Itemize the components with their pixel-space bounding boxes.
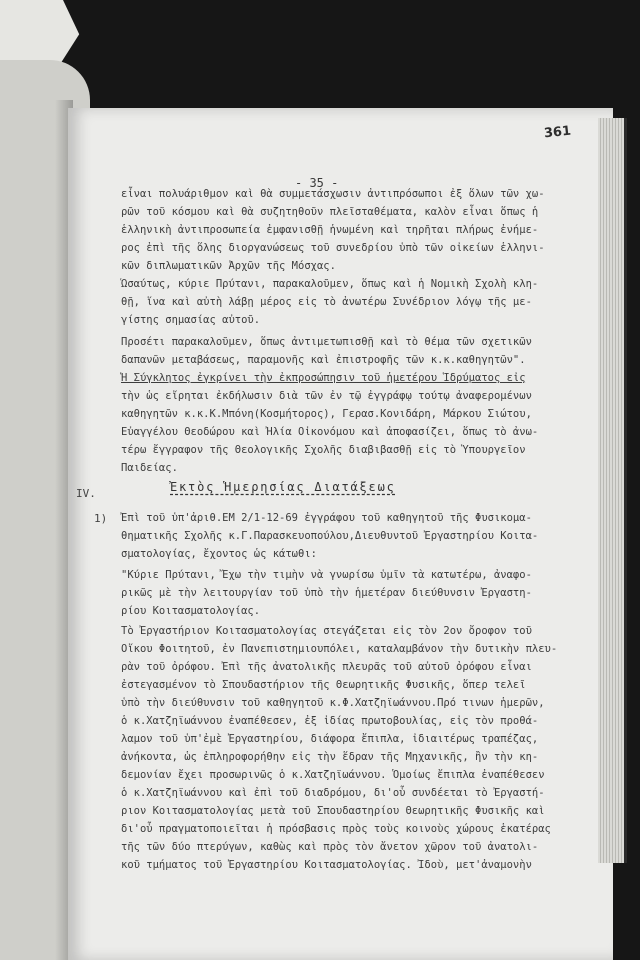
- text-line: Παιδείας.: [121, 462, 178, 474]
- text-line: ρικῶς μὲ τὴν λειτουργίαν τοῦ ὑπὸ τὴν ἡμετέραν διεύθυνσιν Ἐργαστη-: [121, 587, 532, 599]
- text-line: γίστης σημασίας αὐτοῦ.: [121, 314, 261, 326]
- item-number: 1): [94, 512, 108, 525]
- text-line: δεμονίαν ἔχει προσωρινῶς ὁ κ.Χατζηϊωάννου. Ὁμοίως ἔπιπλα ἐναπέθεσεν: [121, 769, 545, 781]
- section-heading: Ἐκτὸς Ἡμερησίας Διατάξεως: [170, 480, 396, 494]
- text-line: τέρω ἔγγραφον τῆς Θεολογικῆς Σχολῆς διαβιβασθῇ εἰς τὸ Ὑπουργεῖον: [121, 444, 526, 456]
- text-line: κοῦ τμήματος τοῦ Ἐργαστηρίου Κοιτασματολογίας. Ἰδοὺ, μετ'ἀναμονὴν: [121, 859, 532, 871]
- text-line: ἀνήκοντα, ὡς ἐπληροφορήθην εἰς τὴν ἕδραν τῆς Μηχανικῆς, ἢν τὴν κη-: [121, 751, 539, 763]
- text-line: Οἴκου Φοιτητοῦ, ἐν Πανεπιστημιουπόλει, καταλαμβάνον τὴν δυτικὴν πλευ-: [121, 643, 558, 655]
- text-line: ριον Κοιτασματολογίας μετὰ τοῦ Σπουδαστηρίου Θεωρητικῆς Φυσικῆς καὶ: [121, 805, 545, 817]
- text-line: ὑπὸ τὴν διεύθυνσιν τοῦ καθηγητοῦ κ.Φ.Χατζηϊωάννου.Πρό τινων ἡμερῶν,: [121, 697, 545, 709]
- text-line: Ὡσαύτως, κύριε Πρύτανι, παρακαλοῦμεν, ὅπως καὶ ἡ Νομικὴ Σχολὴ κλη-: [121, 278, 539, 290]
- text-line: καθηγητῶν κ.κ.Κ.Μπόνη(Κοσμήτορος), Γερασ.Κονιδάρη, Μάρκου Σιώτου,: [121, 408, 532, 420]
- text-line: κῶν διπλωματικῶν Ἀρχῶν τῆς Μόσχας.: [121, 260, 336, 272]
- page-number: - 35 -: [295, 176, 339, 190]
- text-line: Εὐαγγέλου Θεοδώρου καὶ Ἠλία Οἰκονόμου καὶ ἀποφασίζει, ὅπως τὸ ἀνω-: [121, 426, 539, 438]
- text-line: ρὰν τοῦ ὀρόφου. Ἐπὶ τῆς ἀνατολικῆς πλευρᾶς τοῦ αὐτοῦ ὀρόφου εἶναι: [121, 661, 532, 673]
- section-number: IV.: [76, 487, 96, 500]
- handwritten-folio-number: 361: [543, 123, 572, 142]
- text-line: ἐστεγασμένον τὸ Σπουδαστήριον τῆς Θεωρητικῆς Φυσικῆς, ὅπερ τελεῖ: [121, 679, 526, 691]
- text-line: ρος ἐπὶ τῆς ὅλης διοργανώσεως τοῦ συνεδρίου ὑπὸ τῶν οἰκείων ἑλληνι-: [121, 242, 545, 254]
- text-line: ὁ κ.Χατζηϊωάννου ἐναπέθεσεν, ἐξ ἰδίας πρωτοβουλίας, εἰς τὸν προθά-: [121, 715, 539, 727]
- text-line: τῆς τῶν δύο πτερύγων, καθὼς καὶ πρὸς τὸν ἄνετον χῶρον τοῦ ἀνατολι-: [121, 841, 539, 853]
- text-line: τὴν ὡς εἴρηται ἐκδήλωσιν διὰ τῶν ἐν τῷ ἐγγράφῳ τούτῳ ἀναφερομένων: [121, 390, 532, 402]
- text-line: ὁ κ.Χατζηϊωάννου καὶ ἐπὶ τοῦ διαδρόμου, δι'οὗ συνδέεται τὸ Ἐργαστή-: [121, 787, 545, 799]
- text-line: θῇ, ἵνα καὶ αὐτὴ λάβῃ μέρος εἰς τὸ ἀνωτέρω Συνέδριον λόγῳ τῆς με-: [121, 296, 532, 308]
- text-line: εἶναι πολυάριθμον καὶ θὰ συμμετάσχωσιν ἀντιπρόσωποι ἐξ ὅλων τῶν χω-: [121, 188, 545, 200]
- text-line: λαμον τοῦ ὑπ'ἐμὲ Ἐργαστηρίου, διάφορα ἔπιπλα, ἰδιαιτέρως τραπέζας,: [121, 733, 539, 745]
- text-line: Προσέτι παρακαλοῦμεν, ὅπως ἀντιμετωπισθῇ καὶ τὸ θέμα τῶν σχετικῶν: [121, 336, 532, 348]
- text-line: Τὸ Ἐργαστήριον Κοιτασματολογίας στεγάζεται εἰς τὸν 2ον ὄροφον τοῦ: [121, 625, 532, 637]
- text-line: θηματικῆς Σχολῆς κ.Γ.Παρασκευοπούλου,Διευθυντοῦ Ἐργαστηρίου Κοιτα-: [121, 530, 539, 542]
- text-line: "Κύριε Πρύτανι, Ἔχω τὴν τιμὴν νὰ γνωρίσω ὑμῖν τὰ κατωτέρω, ἀναφο-: [121, 569, 532, 581]
- text-line: Ἡ Σύγκλητος ἐγκρίνει τὴν ἐκπροσώπησιν τοῦ ἡμετέρου Ἱδρύματος εἰς: [121, 372, 526, 384]
- text-line: ρίου Κοιτασματολογίας.: [121, 605, 261, 617]
- text-line: δι'οὗ πραγματοποιεῖται ἡ πρόσβασις πρὸς τοὺς κοινοὺς χώρους ἑκατέρας: [121, 823, 551, 835]
- text-line: ρῶν τοῦ κόσμου καὶ θὰ συζητηθοῦν πλεῖσταθέματα, καλὸν εἶναι ὅπως ἡ: [121, 206, 539, 218]
- text-line: Ἐπὶ τοῦ ὑπ'ἀριθ.ΕΜ 2/1-12-69 ἐγγράφου τοῦ καθηγητοῦ τῆς Φυσικομα-: [121, 512, 532, 524]
- page-stack-edges: [598, 118, 627, 863]
- text-line: σματολογίας, ἔχοντος ὡς κάτωθι:: [121, 548, 317, 560]
- text-line: δαπανῶν μεταβάσεως, παραμονῆς καὶ ἐπιστροφῆς τῶν κ.κ.καθηγητῶν".: [121, 354, 526, 366]
- text-line: ἑλληνικὴ ἀντιπροσωπεία ἐμφανισθῇ ἡνωμένη καὶ τηρῆται πλήρως ἐνήμε-: [121, 224, 539, 236]
